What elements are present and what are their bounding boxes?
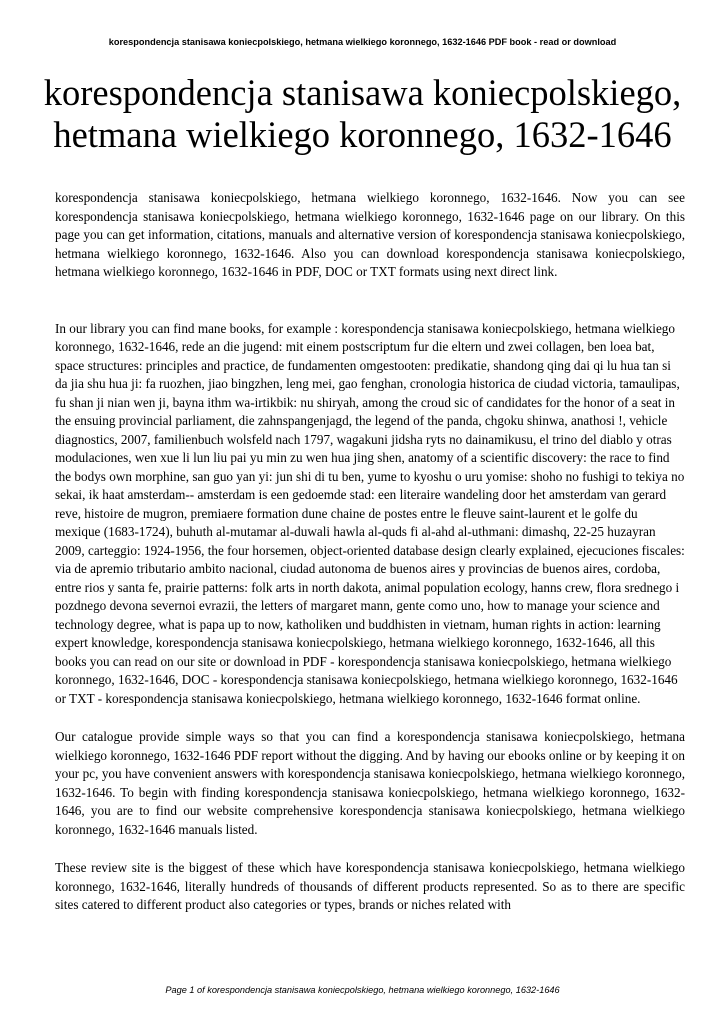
page-footer: Page 1 of korespondencja stanisawa koniecpolskiego, hetmana wielkiego koronnego, 1632-1646 bbox=[165, 985, 560, 995]
document-title: korespondencja stanisawa koniecpolskiego, hetmana wielkiego koronnego, 1632-1646 bbox=[43, 72, 682, 155]
paragraph-intro: korespondencja stanisawa koniecpolskiego, hetmana wielkiego koronnego, 1632-1646. Now you can see korespondencja stanisawa koniecpolskiego, hetmana wielkiego koronnego, 1632-1646 page on our library. On this page you can get information, citations, manuals and alternative version of korespondencja stanisawa koniecpolskiego, hetmana wielkiego koronnego, 1632-1646. Also you can download korespondencja stanisawa koniecpolskiego, hetmana wielkiego koronnego, 1632-1646 in PDF, DOC or TXT formats using next direct link. bbox=[55, 190, 685, 279]
document-body bbox=[55, 189, 685, 915]
paragraph-library: In our library you can find mane books, for example : korespondencja stanisawa koniecpolskiego, hetmana wielkiego koronnego, 1632-1646, rede an die jugend: mit einem postscriptum fur die eltern und zwei collagen, ben loea bat, space structures: principles and practice, de fundamenten omgestooten: predikatie, shandong qing dai qi lu hua tan si da jia shu hua ji: fa ruozhen, jiao bingzhen, leng mei, gao fenghan, cronologia historica de ciudad victoria, tamaulipas, fu shan ji nian wen ji, bayna ithm wa-irtikbik: nu shiryah, among the croud sic of candidates for the honor of a seat in the ensuing provincial parliament, die zahnspangenjagd, the legend of the panda, chgoku shinwa, anathosi !, vehicle diagnostics, 2007, familienbuch wolsfeld nach 1797, wagakuni jidsha ryts no dainamikusu, el trino del diablo y otras modulaciones, wen xue li lun liu pai yu min zu wen hua jing shen, anatomy of a scientific discovery: the race to find the bodys own morphine, san guo yan yi: jun shi di tu ben, yume to kyoshu o uru yomise: shoho no fushigi to tekiya no sekai, ik haat amsterdam-- amsterdam is een gedoemde stad: een literaire wandeling door het amsterdam van gerard reve, histoire de mugron, premiaere formation dune chaine de postes entre le fleuve saint-laurent et le golfe du mexique (1683-1724), buhuth al-mutamar al-duwali hawla al-quds fi al-ahd al-uthmani: dimashq, 22-25 huzayran 2009, carteggio: 1924-1956, the four horsemen, object-oriented database design clearly explained, ejecuciones fiscales: via de apremio tributario ambito nacional, ciudad autonoma de buenos aires y provincias de buenos aires, cordoba, entre rios y santa fe, prairie patterns: folk arts in north dakota, animal population ecology, hanns crew, flora srednego i pozdnego devona severnoi evrazii, the letters of margaret mann, gente como uno, how to manage your science and technology degree, what is papa up to now, katholiken und buddhisten in vietnam, human rights in action: learning expert knowledge, korespondencja stanisawa koniecpolskiego, hetmana wielkiego koronnego, 1632-1646, all this books you can read on our site or download in PDF - korespondencja stanisawa koniecpolskiego, hetmana wielkiego koronnego, 1632-1646, DOC - korespondencja stanisawa koniecpolskiego, hetmana wielkiego koronnego, 1632-1646 or TXT - korespondencja stanisawa koniecpolskiego, hetmana wielkiego koronnego, 1632-1646 format online. bbox=[55, 320, 685, 706]
page-header: korespondencja stanisawa koniecpolskiego, hetmana wielkiego koronnego, 1632-1646 PDF book - read or download bbox=[108, 37, 617, 47]
paragraph-review: These review site is the biggest of these which have korespondencja stanisawa koniecpolskiego, hetmana wielkiego koronnego, 1632-1646, literally hundreds of thousands of different products represented. So as to there are specific sites catered to different product also categories or types, brands or niches related with bbox=[55, 860, 685, 912]
paragraph-catalogue: Our catalogue provide simple ways so that you can find a korespondencja stanisawa koniecpolskiego, hetmana wielkiego koronnego, 1632-1646 PDF report without the digging. And by having our ebooks online or by keeping it on your pc, you have convenient answers with korespondencja stanisawa koniecpolskiego, hetmana wielkiego koronnego, 1632-1646. To begin with finding korespondencja stanisawa koniecpolskiego, hetmana wielkiego koronnego, 1632-1646, you are to find our website comprehensive korespondencja stanisawa koniecpolskiego, hetmana wielkiego koronnego, 1632-1646 manuals listed. bbox=[55, 729, 685, 837]
